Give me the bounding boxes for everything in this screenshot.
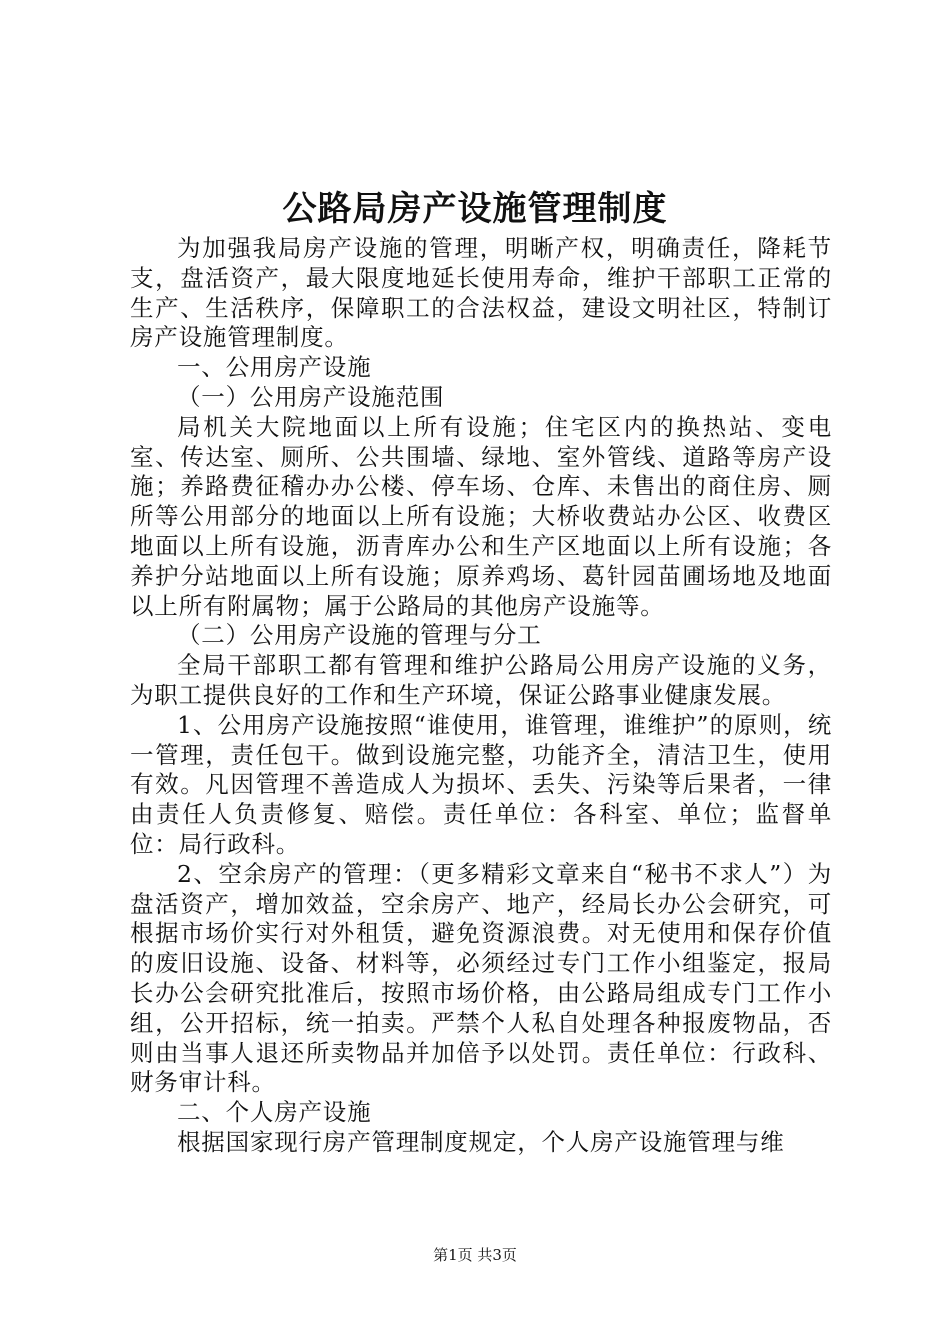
paragraph-scope: 局机关大院地面以上所有设施；住宅区内的换热站、变电室、传达室、厕所、公共围墙、绿地、室外管线、道路等房产设施；养路费征稽办办公楼、停车场、仓库、未售出的商住房、厕所等公用部分的地面以上所有设施；大桥收费站办公区、收费区地面以上所有设施，沥青库办公和生产区地面以上所有设施；各养护分站地面以上所有设施；原养鸡场、葛针园苗圃场地及地面以上所有附属物；属于公路局的其他房产设施等。 [130,412,832,620]
paragraph-item-1: 1、公用房产设施按照“谁使用，谁管理，谁维护”的原则，统一管理，责任包干。做到设施完整，功能齐全，清洁卫生，使用有效。凡因管理不善造成人为损坏、丢失、污染等后果者，一律由责任人负责修复、赔偿。责任单位：各科室、单位；监督单位：局行政科。 [130,710,832,858]
heading-public-property: 一、公用房产设施 [177,353,372,382]
subheading-management: （二）公用房产设施的管理与分工 [177,621,542,650]
document-title: 公路局房产设施管理制度 [282,189,668,229]
paragraph-item-2: 2、空余房产的管理：（更多精彩文章来自“秘书不求人”）为盘活资产，增加效益，空余房产、地产，经局长办公会研究，可根据市场价实行对外租赁，避免资源浪费。对无使用和保存价值的废旧设施、设备、材料等，必须经过专门工作小组鉴定，报局长办公会研究批准后，按照市场价格，由公路局组成专门工作小组，公开招标，统一拍卖。严禁个人私自处理各种报废物品，否则由当事人退还所卖物品并加倍予以处罚。责任单位：行政科、财务审计科。 [130,859,832,1097]
paragraph-personal: 根据国家现行房产管理制度规定，个人房产设施管理与维 [177,1127,785,1156]
paragraph-intro: 为加强我局房产设施的管理，明晰产权，明确责任，降耗节支，盘活资产，最大限度地延长使用寿命，维护干部职工正常的生产、生活秩序，保障职工的合法权益，建设文明社区，特制订房产设施管理制度。 [130,234,832,352]
subheading-scope: （一）公用房产设施范围 [177,382,445,411]
document-body [130,234,832,1158]
heading-personal-property: 二、个人房产设施 [177,1098,372,1127]
page-footer: 第1页 共3页 [433,1246,517,1264]
paragraph-duty: 全局干部职工都有管理和维护公路局公用房产设施的义务，为职工提供良好的工作和生产环境，保证公路事业健康发展。 [130,651,832,709]
